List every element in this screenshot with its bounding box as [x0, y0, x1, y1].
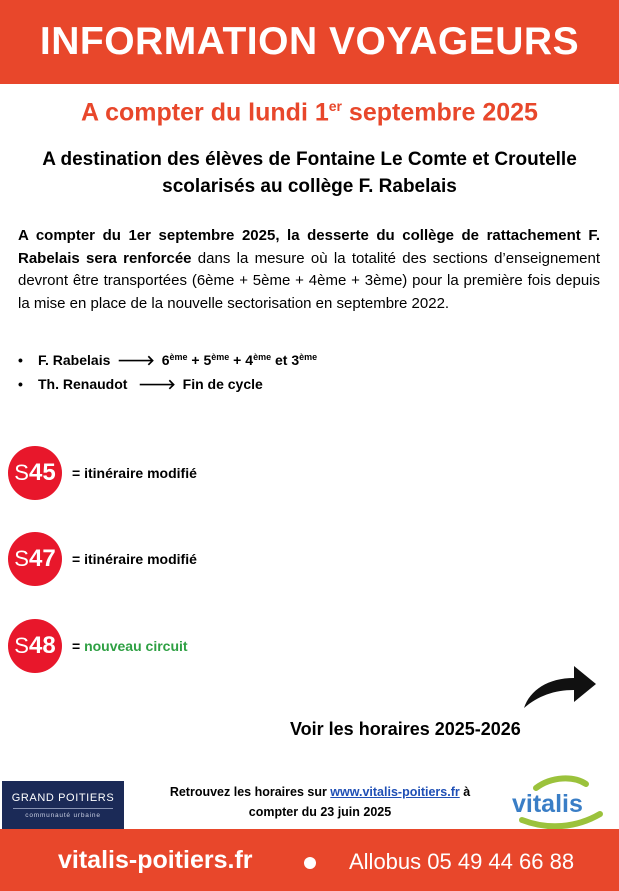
route-label: itinéraire modifié [84, 465, 197, 481]
route-letter: S [14, 546, 29, 571]
page-title: INFORMATION VOYAGEURS [39, 20, 580, 63]
vitalis-logo [508, 774, 606, 834]
website-link[interactable]: www.vitalis-poitiers.fr [330, 785, 460, 799]
level: 3 [291, 352, 300, 368]
route-number: 48 [28, 632, 56, 659]
college-list [18, 352, 578, 400]
route-letter: S [14, 633, 29, 658]
header-banner [0, 0, 619, 84]
route-label: itinéraire modifié [84, 551, 197, 567]
route-s48 [8, 619, 188, 673]
vitalis-logo-text: vitalis [512, 790, 583, 818]
route-letter: S [14, 460, 29, 485]
route-s45 [8, 446, 197, 500]
footer-banner [0, 829, 619, 891]
date-superscript: er [328, 98, 342, 114]
college-target: Fin de cycle [182, 376, 263, 392]
notice-before: Retrouvez les horaires sur [169, 785, 331, 799]
equals-sign: = [72, 551, 85, 567]
route-description [72, 465, 197, 481]
level-sep: + [187, 352, 204, 368]
level: 5 [203, 352, 212, 368]
destination-line-1: A destination des élèves de Fontaine Le Comte et Croutelle [42, 149, 577, 170]
route-s47 [8, 532, 197, 586]
route-number: 45 [28, 459, 56, 486]
equals-sign: = [72, 465, 85, 481]
level-sup: ème [211, 352, 230, 362]
level: 4 [245, 352, 254, 368]
arrow-right-icon: 🡒 [117, 352, 155, 368]
grand-poitiers-title: GRAND POITIERS [11, 791, 115, 804]
route-number: 47 [28, 545, 56, 572]
destination-title [0, 146, 619, 200]
footer-separator-dot [304, 857, 316, 869]
grand-poitiers-logo [2, 781, 124, 829]
level-sup: ème [253, 352, 272, 362]
route-description [72, 638, 188, 654]
schedules-notice [140, 782, 500, 822]
level-sep: et [271, 352, 292, 368]
college-name: F. Rabelais [38, 352, 111, 368]
list-item: • F. Rabelais 🡒 6 $^{ème}$ + 5 $^{ème}$ + 4 $^{ème}$ et 3 $^{ème}$ [18, 352, 318, 368]
footer-allobus-phone[interactable]: Allobus 05 49 44 66 88 [349, 849, 575, 874]
college-name: Th. Renaudot [38, 376, 128, 392]
route-description [72, 551, 197, 567]
footer-website[interactable]: vitalis-poitiers.fr [58, 846, 253, 874]
route-label-new: nouveau circuit [84, 638, 188, 654]
level: 6 [161, 352, 170, 368]
route-badge [8, 446, 62, 500]
route-badge [8, 532, 62, 586]
intro-rest: dans la mesure où la totalité des sections d’enseignement devront être transportées (6ème + 5ème + 4ème + 3ème) pour la première fois depuis la mise en place de la nouvelle sectorisation en septembre 2022. [18, 249, 601, 312]
level-sup: ème [299, 352, 318, 362]
date-suffix: septembre 2025 [341, 98, 538, 127]
date-prefix: A compter du lundi 1 [81, 98, 329, 127]
level-sep: + [229, 352, 246, 368]
grand-poitiers-subtitle: communauté urbaine [25, 811, 101, 819]
view-schedules-link[interactable]: Voir les horaires 2025-2026 [290, 719, 521, 739]
equals-sign: = [72, 638, 85, 654]
intro-bold: A compter du 1er septembre 2025, la desserte du collège de rattachement F. Rabelais sera renforcée [18, 227, 600, 267]
arrow-right-icon: 🡒 [138, 376, 176, 392]
list-item: • Th. Renaudot 🡒 Fin de cycle [18, 376, 263, 392]
notice-after: à [459, 785, 471, 799]
curved-arrow-icon [520, 660, 600, 712]
date-title [0, 98, 619, 127]
intro-paragraph [18, 225, 600, 315]
notice-line-2: compter du 23 juin 2025 [248, 805, 392, 819]
level-sup: ème [169, 352, 188, 362]
route-badge [8, 619, 62, 673]
destination-line-2: scolarisés au collège F. Rabelais [162, 176, 457, 197]
